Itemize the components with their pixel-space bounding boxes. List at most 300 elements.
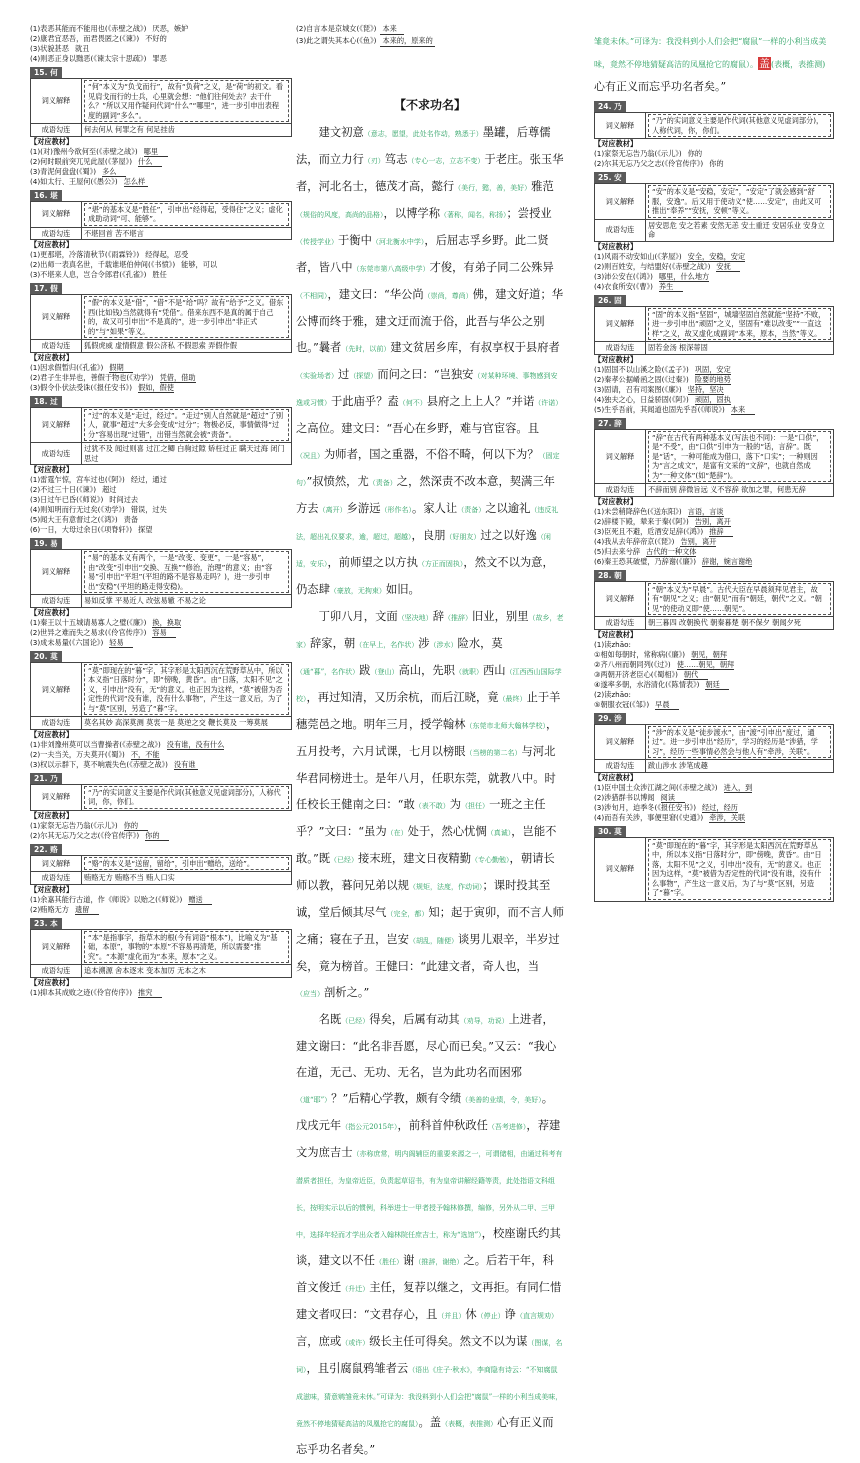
idiom-cell: 不辞而别 辞微旨远 义不容辞 欲加之罪，何患无辞 (646, 484, 834, 497)
item-answer: 巩固，安定 (694, 364, 731, 374)
textbook-item (594, 527, 834, 537)
explain-label: 词义解释 (31, 295, 82, 340)
right-lead-note: (表概，表推测) (771, 60, 826, 69)
explain-label: 词义解释 (31, 550, 82, 595)
item-answer: 凭借，借助 (159, 372, 196, 382)
item-sentence: (1)读zhāo: (594, 639, 631, 649)
item-sentence: (1)固国不以山溪之险(《孟子》) (594, 364, 689, 374)
item-sentence: (4)而吾有关涉，事便里窘(《史通》) (594, 812, 704, 822)
item-sentence: (1)表恶其能而不能用也(《赤壁之战》) (30, 24, 147, 33)
item-answer: 假期 (109, 363, 133, 373)
item-sentence: (2)自言本是京城女(《琵》) (296, 24, 377, 33)
explain-label: 词义解释 (31, 784, 82, 810)
top-item (30, 34, 292, 44)
item-answer: 厌恶，嫉妒 (152, 24, 189, 33)
item-sentence: (4)如太行、王屋何(《愚公》) (30, 176, 118, 186)
section-heading: 16. 堪 (30, 190, 62, 201)
textbook-item (30, 618, 292, 628)
section-heading: 30. 莫 (594, 826, 626, 837)
item-answer: 胜任 (152, 270, 176, 280)
item-sentence: (3)涉旬月，迫季冬(《报任安书》) (594, 802, 697, 812)
explain-cell (82, 201, 292, 227)
item-sentence: (2)秦孝公据崤函之固(《过秦》) (594, 374, 689, 384)
explain-table (594, 183, 834, 242)
item-answer: 什么 (138, 157, 162, 167)
item-answer: 就丑 (73, 44, 97, 54)
explain-table (594, 581, 834, 630)
explain-cell (646, 724, 834, 760)
item-sentence: (5)归去来兮辞 (594, 546, 641, 556)
explain-label: 词义解释 (595, 306, 646, 342)
explain-cell (646, 113, 834, 139)
idiom-label: 成语勾连 (31, 717, 82, 730)
explain-text: “假”的本义是“借”，“借”不是“给”吗？故有“给予”之义。借东西(比如钱)当然就得有“凭借”。借来东西不是真的属于自己的，故又可引申出“不是真的”，进一步引申出“非正式的”与“如果”等义。 (84, 296, 289, 338)
item-answer: 朝代 (684, 670, 708, 680)
idiom-cell: 不堪回首 苦不堪言 (82, 227, 292, 240)
textbook-item (594, 537, 834, 547)
item-sentence: ③两朝开济老臣心(《蜀相》) (594, 669, 678, 679)
item-answer: 没有谁，没有什么 (166, 739, 225, 749)
textbook-item (30, 167, 292, 177)
textbook-item (30, 988, 292, 998)
textbook-item (30, 505, 292, 515)
explain-label: 词义解释 (31, 201, 82, 227)
item-sentence: (3)权以示群下，莫不响震失色(《赤壁之战》) (30, 759, 168, 769)
explain-label: 词义解释 (31, 855, 82, 872)
explain-cell (646, 837, 834, 901)
item-sentence: (1)余嘉其能行古道，作《师说》以贻之(《师说》) (30, 894, 183, 904)
item-answer: 你的 (124, 821, 148, 831)
item-sentence: (3)臣死且不避，卮酒安足辞(《鸿》) (594, 526, 704, 536)
item-sentence: (1)抑本其成败之迹(《伶官传序》) (30, 987, 133, 997)
idiom-cell: 何去何从 何罪之有 何足挂齿 (82, 124, 292, 137)
item-sentence: (2)读zhāo: (594, 689, 631, 699)
passage-title: 【不求功名】 (393, 98, 466, 112)
textbook-item (30, 147, 292, 157)
passage-body (296, 120, 564, 1463)
textbook-label: 【对应教材】 (30, 607, 74, 617)
textbook-item (594, 252, 834, 262)
item-sentence: (4)我从去年辞帝京(《琵》) (594, 536, 675, 546)
item-answer: 多么 (102, 167, 126, 177)
explain-table (30, 407, 292, 466)
textbook-label: 【对应教材】 (594, 772, 638, 782)
section-heading: 15. 何 (30, 67, 62, 78)
textbook-item (594, 282, 834, 292)
idiom-label: 成语勾连 (31, 124, 82, 137)
textbook-label: 【对应教材】 (30, 240, 74, 249)
item-answer: 赠送 (188, 895, 212, 905)
explain-table (594, 724, 834, 773)
textbook-item (30, 628, 292, 638)
item-answer: 古代的一种文体 (646, 546, 697, 556)
item-answer: 朝见，朝拜 (691, 649, 728, 659)
explain-text: “辞”在古代有两种基本义(写法也不同)：一是“口供”，是“不受”，由“口供”引申为一般的“话，言辞”。既是“话”，一种可能成为借口，落下“口实”；一种则因为“言之成文”，是富有文采的“文辞”，也就自然成为“一种文体”(如“楚辞”)。 (648, 431, 831, 483)
explain-text: “朝”本义为“早晨”。古代大臣在早晨须拜见君主，故有“朝见”之义；由“朝见”而有“朝廷，朝代”之义。“朝见”的使动义即“使……朝见”。 (648, 583, 831, 616)
item-answer: 遗留 (75, 905, 99, 915)
textbook-item (30, 270, 292, 280)
explain-cell (646, 581, 834, 617)
top-item (296, 24, 564, 36)
explain-table (30, 662, 292, 730)
idiom-label: 成语勾连 (31, 872, 82, 885)
section-heading: 17. 假 (30, 283, 62, 294)
item-answer: 换，换取 (152, 617, 182, 627)
textbook-item (594, 640, 834, 650)
textbook-label: 【对应教材】 (30, 884, 74, 894)
textbook-item (30, 515, 292, 525)
textbook-item (30, 638, 292, 648)
textbook-item (30, 740, 292, 750)
item-answer: 本来 (380, 24, 404, 35)
explain-label: 词义解释 (31, 407, 82, 443)
explain-text: “莫”即现在的“暮”字，其字形是太阳西沉在荒野草丛中，所以本义指“日落时分”，即“傍晚，黄昏”。由“日落，太阳不见”之义，引申出“没有，无”的意义。也正因为这样，“莫”被借为否定性的代词“没有谁，没有什么事物”，产生这一意义后，为了与“莫”区别，另造了“暮”字。 (648, 839, 831, 900)
item-answer: 不好的 (145, 34, 167, 43)
section-heading: 20. 莫 (30, 651, 62, 662)
textbook-item (30, 895, 292, 905)
explain-table (30, 549, 292, 608)
textbook-label: 【对应教材】 (30, 136, 74, 146)
textbook-item (594, 159, 834, 169)
item-sentence: (1)非刘豫州莫可以当曹操者(《赤壁之战》) (30, 739, 161, 749)
item-answer: 怎么样 (124, 177, 148, 187)
item-answer: 使……朝见，朝拜 (676, 659, 735, 669)
item-answer: 牵涉，关联 (709, 812, 746, 822)
explain-table (30, 784, 292, 811)
item-sentence: (1)未尝稍降辞色(《送东阳》) (594, 506, 682, 516)
textbook-item (30, 363, 292, 373)
section-heading: 19. 易 (30, 538, 62, 549)
idiom-label: 成语勾连 (31, 443, 82, 465)
idiom-cell: 居安思危 安之若素 安然无恙 安土重迁 安居乐业 安身立命 (646, 219, 834, 241)
section-heading: 24. 乃 (594, 101, 626, 112)
textbook-item (30, 383, 292, 393)
item-sentence: (1)家祭无忘告乃翁(《示儿》) (30, 820, 118, 830)
top-item (30, 54, 292, 64)
idiom-cell: 贿赂无方 贿赂不当 贿人口实 (82, 872, 292, 885)
section-heading: 29. 涉 (594, 713, 626, 724)
explain-label: 词义解释 (595, 724, 646, 760)
section-heading: 27. 辞 (594, 418, 626, 429)
item-answer: 哪里，什么地方 (658, 271, 710, 281)
item-answer: 罪恶 (150, 54, 174, 64)
idiom-cell: 跋山涉水 涉笔成趣 (646, 760, 834, 773)
item-answer: 朝廷 (705, 680, 729, 690)
item-answer: 没有谁 (174, 760, 198, 770)
idiom-label: 成语勾连 (595, 617, 646, 630)
textbook-item (594, 670, 834, 680)
item-answer: 告别，离开 (680, 536, 717, 546)
idiom-cell: 过犹不及 闻过则喜 过江之鲫 白驹过隙 矫枉过正 瞒天过海 闭门思过 (82, 443, 292, 465)
explain-cell (82, 929, 292, 965)
item-sentence: (1)风雨不动安如山(《茅屋》) (594, 251, 682, 261)
textbook-label: 【对应教材】 (30, 810, 74, 820)
textbook-item (30, 495, 292, 505)
item-answer: 安全，安稳，安定 (687, 251, 746, 261)
item-sentence: (2)出师一表真名世，千载谁堪伯仲间(《书愤》) (30, 260, 176, 269)
explain-cell (646, 184, 834, 220)
item-answer: 经得起，忍受 (145, 250, 189, 259)
item-sentence: (5)生乎吾前，其闻道也固先乎吾(《师说》) (594, 404, 725, 414)
item-sentence: (3)不堪来人息，岂合令郎君(《孔雀》) (30, 270, 147, 279)
textbook-item (594, 375, 834, 385)
textbook-item (594, 149, 834, 159)
explain-cell (82, 295, 292, 340)
item-sentence: (1)雷霆乍惊，宫车过也(《阿》) (30, 475, 125, 484)
explain-cell (82, 550, 292, 595)
item-sentence: (3)假令仆伏法受诛(《报任安书》) (30, 382, 133, 392)
item-answer: 坚持，坚决 (687, 384, 724, 394)
explain-table (30, 294, 292, 353)
explain-table (594, 112, 834, 139)
item-answer: 本来 (731, 405, 755, 415)
explain-label: 词义解释 (595, 581, 646, 617)
item-answer: 早晨 (655, 700, 679, 710)
item-sentence: ①相如每朝时，常称病(《廉》) (594, 649, 686, 659)
item-answer: 经过，通过 (130, 475, 167, 484)
highlight-gai: 盖 (759, 57, 770, 70)
textbook-item (30, 905, 292, 915)
idiom-cell: 莫名其妙 高深莫测 莫衷一是 莫逆之交 鞭长莫及 一筹莫展 (82, 717, 292, 730)
textbook-item (594, 365, 834, 375)
item-sentence: (4)衣食所安(《曹》) (594, 281, 653, 291)
item-answer: 哪里 (144, 147, 168, 157)
section-heading: 23. 本 (30, 918, 62, 929)
idiom-label: 成语勾连 (595, 760, 646, 773)
explain-text: “堪”的基本义是“胜任”，引申出“经得起，受得住”之义；虚化成助动词“可、能够”。 (84, 203, 289, 226)
textbook-item (594, 517, 834, 527)
item-answer: 推究 (138, 988, 162, 998)
explain-label: 词义解释 (595, 429, 646, 484)
item-sentence: ⑤朝服衣冠(《邹》) (594, 699, 650, 709)
textbook-label: 【对应教材】 (30, 977, 74, 987)
explain-label: 词义解释 (595, 113, 646, 139)
explain-text: “乃”的实词意义主要是作代词(其他意义见虚词部分)，人称代词，你，你们。 (84, 786, 289, 809)
section-heading: 18. 过 (30, 396, 62, 407)
idiom-cell: 朝三暮四 改朝换代 朝秦暮楚 朝不保夕 朝闻夕死 (646, 617, 834, 630)
top-item (296, 36, 564, 48)
idiom-label: 成语勾连 (31, 965, 82, 978)
idiom-cell: 易如反掌 平易近人 改弦易辙 不易之论 (82, 595, 292, 608)
explain-cell (82, 407, 292, 443)
item-sentence: (4)则知明而行无过矣(《劝学》) (30, 505, 125, 514)
item-answer: 时间过去 (109, 495, 139, 504)
textbook-item (594, 262, 834, 272)
textbook-item (594, 660, 834, 670)
textbook-item (30, 373, 292, 383)
item-sentence: ②齐八州而朝同列(《过》) (594, 659, 671, 669)
explain-table (30, 201, 292, 241)
explain-cell (646, 429, 834, 484)
item-sentence: (3)成未易量(《六国论》) (30, 637, 104, 647)
explain-label: 词义解释 (595, 184, 646, 220)
item-sentence: ④遂率多朝，水浴清化(《陈情表》) (594, 679, 700, 689)
textbook-item (30, 157, 292, 167)
textbook-item (30, 750, 292, 760)
right-lead-green: 雏竟未休。”可译为：我没料到小人们会把“腐鼠”一样的小利当成美味，竟然不停地猜疑高洁的凤凰抢它的腐鼠）。 (594, 37, 827, 69)
item-sentence: (1)更那堪，冷落清秋节(《雨霖铃》) (30, 250, 140, 259)
item-sentence: (1)臣中国土众涉江湖之间(《赤壁之战》) (594, 782, 718, 792)
passage-paragraph: 名既（已经）得矣，后属有动其（劝导，功说）上进者，建文谢曰：“此名非吾愿，尽心而已矣。”又云：“我心在道，无己、无功、无名，岂为此功名而困邪（道“耶”）？”后精心学教，颇有令绩（美善的业绩，令，美好）。戊戌元年（指公元2015年），前科首仲秋政任（吾考进修），荐建文为庶吉士（亦称庶常，明内阁辅臣的重要来源之一，可谓储相，由通过科考有潜质者担任，为皇帝近臣，负责起草诏书，有为皇帝讲解经籍等责，此处指语文科组长，按明实示以后的惯例，科举进士一甲者授予翰林修撰，编修，另外从二甲、三甲中，选择年轻而才学出众者入翰林院任庶吉士，称为“选馆”），校座谢氏约其谈，建文以不任（胜任）谢（推辞，谢绝）之。后若干年，科首文俊迁（升迁）主任，复荐以继之，文再拒。有同仁惜建文者叹曰：“文君存心，且（并且）休（停止）诤（直言规劝）言，庶或（或许）级长主任可得矣。然文不以为谋（图谋，名词），且引腐鼠鸦雏者云（语出《庄子·秋水》，李商隐有诗云：“不知腐鼠成滋味，猜意鹓雏竟未休。”可译为：我没料到小人们会把“腐鼠”一样的小利当成美味，竟然不停地猜疑高洁的凤凰抢它的腐鼠）。盖（表概，表推测）心有正义而忘乎功名者矣。” (296, 1012, 563, 1456)
item-sentence: (2)康君宜恶吾，而君畏匿之(《谏》) (30, 34, 140, 43)
textbook-item (594, 813, 834, 823)
explain-label: 词义解释 (31, 662, 82, 717)
textbook-item (30, 475, 292, 485)
right-lead-post: 心有正义而忘乎功名者矣。” (594, 80, 727, 93)
idiom-label: 成语勾连 (595, 219, 646, 241)
explain-cell (82, 855, 292, 872)
item-answer: 推辞 (709, 527, 733, 537)
item-sentence: (3)固请，召有司案图(《廉》) (594, 384, 682, 394)
textbook-item (594, 700, 834, 710)
textbook-item (594, 557, 834, 567)
idiom-label: 成语勾连 (31, 340, 82, 353)
item-sentence: (1)家祭无忘告乃翁(《示儿》) (594, 149, 682, 158)
item-answer: 你的 (709, 159, 733, 169)
textbook-item (30, 250, 292, 260)
textbook-item (594, 690, 834, 700)
item-sentence: (4)则恶正身以黜恶(《谏太宗十思疏》) (30, 54, 147, 63)
textbook-item (594, 650, 834, 660)
top-item (30, 24, 292, 34)
middle-column (296, 24, 564, 1463)
passage-paragraph: 丁卯八月，文面（坚决地）辞（推辞）旧业，别里（故乡，老家）辞家，朝（在早上，名作状）涉（涉水）险水，莫（通“暮”，名作状）跋（登山）高山，先职（就职）西山（江西西山国际学校），再过知清，又历余杭，而后江晓，竟（最终）止于羊穗莞邑之地。明年三月，授学翰林（东莞市北师大翰林学校），五月投考，六月试课，七月以榜眼（当榜的第二名）与河北华君同榜进士。是年八月，任职东莞，就教八中。时任校长王健南之曰：“敢（表不敢）为（担任）一班之主任乎？”文曰：“虽为（在）处于，然心忧惆（真诚），岂能不敢。”既（已经）接末班，建文日夜精勤（专心勤勉），朝请长师以教，暮问兄弟以规（规矩，法度，作动词）；课时投其至诚，堂后倾其尽气（完全，都）知；起于寅卯，而不言人师之痛；寝在子丑，岂安（胡乱，随便）谈男儿艰辛，半岁过矣，竟为榜首。王健曰：“此建文者，奇人也，当（应当）剖析之。” (296, 609, 564, 999)
item-sentence: (4)独夫之心，日益骄固(《阿》) (594, 394, 689, 404)
section-heading: 22. 赂 (30, 844, 62, 855)
item-sentence: (2)君子生非异也，善假于物也(《劝学》) (30, 372, 154, 382)
item-answer: 阅读 (661, 793, 685, 803)
explain-text: “涉”的本义是“徒步渡水”，由“渡”引申出“度过，通过”。进一步引申出“经历”，学习的经历是“涉猎，学习”，经历一些事情必然会与他人有“牵涉，关联”。 (648, 726, 831, 759)
item-sentence: (1)因求假暂归(《孔雀》) (30, 362, 104, 372)
item-answer: 你的 (688, 149, 712, 159)
item-answer: 养生 (659, 282, 683, 292)
item-answer: 假如，假使 (138, 382, 174, 392)
right-lead (594, 30, 834, 98)
item-answer: 告别，离开 (694, 516, 731, 526)
item-sentence: (3)此之谓失其本心(《鱼》) (296, 36, 377, 45)
explain-text: “赂”的本义是“送留，留给”，引申出“赠给，送给”。 (84, 857, 289, 871)
item-answer: 责备 (124, 515, 148, 525)
explain-table (594, 429, 834, 497)
textbook-item (30, 525, 292, 535)
explain-table (594, 837, 834, 902)
textbook-item (594, 405, 834, 415)
explain-cell (82, 784, 292, 810)
explain-text: “莫”即现在的“暮”字，其字形是太阳西沉在荒野草丛中，所以本义指“日落时分”，即“傍晚，黄昏”。由“日落，太阳不见”之义，引申出“没有，无”的意义。也正因为这样，“莫”被借为否定性的代词“没有谁，没有什么事物”，产生这一意义后，为了与“莫”区别，另造了“暮”字。 (84, 664, 289, 716)
explain-table (30, 855, 292, 885)
textbook-label: 【对应教材】 (594, 241, 638, 251)
explain-text: “易”的基本义有两个，一是“改变、变更”，一是“容易”，由“改变”引申出“交换、互换”“修治，治理”的意义；由“容易”引申出“平坦”(平坦的路不是容易走吗？)，进一步引申出“安稳”(平坦的路走得安稳)。 (84, 551, 289, 593)
textbook-label: 【对应教材】 (594, 629, 638, 639)
left-column (30, 24, 292, 998)
idiom-label: 成语勾连 (31, 595, 82, 608)
explain-text: “过”的本义是“走过，经过”。“走过”别人自然就是“超过”了别人，就事“超过”大多会变成“过分”；物极必反，事情做得“过分”容易出现“过错”，出错当然就会被“责备”。 (84, 409, 289, 442)
item-answer: 探望 (138, 525, 162, 535)
textbook-item (594, 783, 834, 793)
item-answer: 你的 (145, 831, 169, 841)
item-answer: 辞谢，婉言谢绝 (702, 556, 753, 566)
item-sentence: (2)世异之难而失之易求(《伶官传序》) (30, 627, 147, 637)
explain-cell (82, 79, 292, 124)
explain-text: “固”的本义指“坚固”，城墙坚固自然就能“坚持”不败，进一步引申出“顽固”之义，坚固有“难以改变”“一直这样”之义，故又虚化成副词“本来，原本，当然”等义。 (648, 308, 831, 341)
item-answer: 轻易 (109, 638, 133, 648)
right-sections (594, 98, 834, 902)
textbook-item (594, 680, 834, 690)
item-answer: 顽固，固执 (694, 394, 731, 404)
textbook-item (594, 385, 834, 395)
idiom-label: 成语勾连 (31, 227, 82, 240)
item-answer: 容易 (152, 628, 176, 638)
textbook-item (30, 177, 292, 187)
explain-label: 词义解释 (31, 929, 82, 965)
textbook-item (30, 821, 292, 831)
item-answer: 本来的，原来的 (382, 36, 433, 45)
textbook-item (594, 272, 834, 282)
explain-text: “安”的本义是“安稳，安定”，“安定”了就会感到“舒服，安逸”。后又用于使动义“使……安定”，由此又可推出“奉养”“安抚，安顿”等义。 (648, 185, 831, 218)
section-heading: 21. 乃 (30, 773, 62, 784)
top-item (30, 44, 292, 54)
item-sentence: (2)不过三十日(《谏》) (30, 485, 97, 494)
item-answer: 言语，言谈 (687, 506, 724, 516)
item-sentence: (2)一夫当关，万夫莫开(《蜀》) (30, 749, 125, 759)
passage-paragraph: 建文初意（意志，愿望，此处名作动，熟悉于）墨罐，后尊儒法，而立力行（刃）笃志（专心一志，立志不变）于老庄。张玉华者，河北名士，德茂才高，懿行（美行，懿，善，美好）雅范（规俗的风度，高尚的品格），以博学称（著称，闻名，称扬）；尝授业（传授学业）于衡中（河北衡水中学），后屈志孚乡野。此二贤者，皆八中（东莞市第八高级中学）才俊，有弟子同二公殊异（不相同），建文曰：“华公尚（崇尚，尊尚）佛，建文好道；华公博而终于雅，建文迂而流于俗，此吾与华公之别也。”曩者（先时，以前）建文贫居乡库，有叔享权于县府者（实验场者）过（探望）而问之曰：“岂独安（对某种环境、事物感到安逸或习惯）于此庙乎？盍（何不）县府之上上人？”并诺（许诺）之高位。建文曰：“吾心在乡野，难与官宦容。且（况且）为师者，国之重器，不俗不畸，何以下为？（固定句）”叔愤然，尤（责备）之，然深责不改本意，契满三年方去（离开）乡游远（形作名）。家人让（责备）之以逾礼（违反礼法，超出礼仪要求，逾，超过，超越），良朋（好朋友）过之以好逸（闲适，安乐），前师望之以方执（方正而固执），然文不以为意，仍态肆（豪放，无拘束）如旧。 (296, 125, 564, 596)
item-sentence: (2)辞楼下殿，辇来于秦(《阿》) (594, 516, 689, 526)
item-sentence: (5)闻大王有意督过之(《鸿》) (30, 515, 118, 524)
item-sentence: (3)青泥何盘盘(《蜀》) (30, 166, 97, 176)
section-heading: 26. 固 (594, 295, 626, 306)
item-sentence: (1)(对)豫州今欲何至(《赤壁之战》) (30, 146, 138, 156)
idiom-label: 成语勾连 (595, 484, 646, 497)
item-answer: 经过，经历 (702, 802, 738, 812)
idiom-cell: 狐假虎威 虚情假意 假公济私 不假思索 弄假作假 (82, 340, 292, 353)
textbook-item (30, 485, 292, 495)
section-heading: 28. 朝 (594, 570, 626, 581)
item-sentence: (3)沛公安在(《鸿》) (594, 271, 653, 281)
textbook-item (30, 760, 292, 770)
textbook-label: 【对应教材】 (30, 729, 74, 739)
item-sentence: (6)一日，大母过余日(《项脊轩》) (30, 525, 133, 534)
item-sentence: (2)尔其无忘乃父之志(《伶官传序》) (30, 830, 140, 840)
item-sentence: (2)尔其无忘乃父之志(《伶官传序》) (594, 159, 704, 168)
textbook-label: 【对应教材】 (30, 465, 74, 474)
item-answer: 错误，过失 (130, 505, 167, 514)
item-answer: 能够，可以 (181, 260, 218, 269)
explain-table (30, 929, 292, 978)
item-answer: 险要的地势 (694, 374, 731, 384)
textbook-item (594, 395, 834, 405)
explain-table (594, 306, 834, 355)
textbook-label: 【对应教材】 (594, 354, 638, 364)
right-column (594, 30, 834, 902)
item-sentence: (2)则百姓安，与结盟好(《赤壁之战》) (594, 261, 711, 271)
textbook-label: 【对应教材】 (30, 352, 74, 362)
item-sentence: (6)秦王恐其破璧，乃辞谢(《廉》) (594, 556, 697, 566)
section-heading: 25. 安 (594, 172, 626, 183)
item-answer: 安抚 (716, 262, 740, 272)
item-sentence: (2)何时眼前突兀见此屋(《茅屋》) (30, 156, 133, 166)
explain-cell (82, 662, 292, 717)
explain-text: “本”是指事字，指草木的根(今有词语“根本”)，比喻义为“基础，本原”，事物的“本原”不容易再清楚，所以需要“推究”。“本源”虚化而为“本来，原本”之义。 (84, 931, 289, 964)
explain-text: “何”本义为“负戈而行”，故有“负荷”之义，是“荷”的初文。看见肩戈而行的士兵，心里就会想：“他们往何处去？去干什么？”所以又用作疑问代词“什么”“哪里”，进一步引申出表程度的副词“多么”。 (84, 80, 289, 122)
item-answer: 超过 (102, 485, 126, 495)
textbook-item (30, 260, 292, 270)
item-answer: 进入，到 (723, 782, 753, 792)
textbook-item (594, 507, 834, 517)
textbook-item (30, 831, 292, 841)
idiom-label: 成语勾连 (595, 342, 646, 355)
item-sentence: (2)涉猎群书以博闻 (594, 792, 655, 802)
item-sentence: (3)日过午已昏(《师说》) (30, 495, 104, 504)
